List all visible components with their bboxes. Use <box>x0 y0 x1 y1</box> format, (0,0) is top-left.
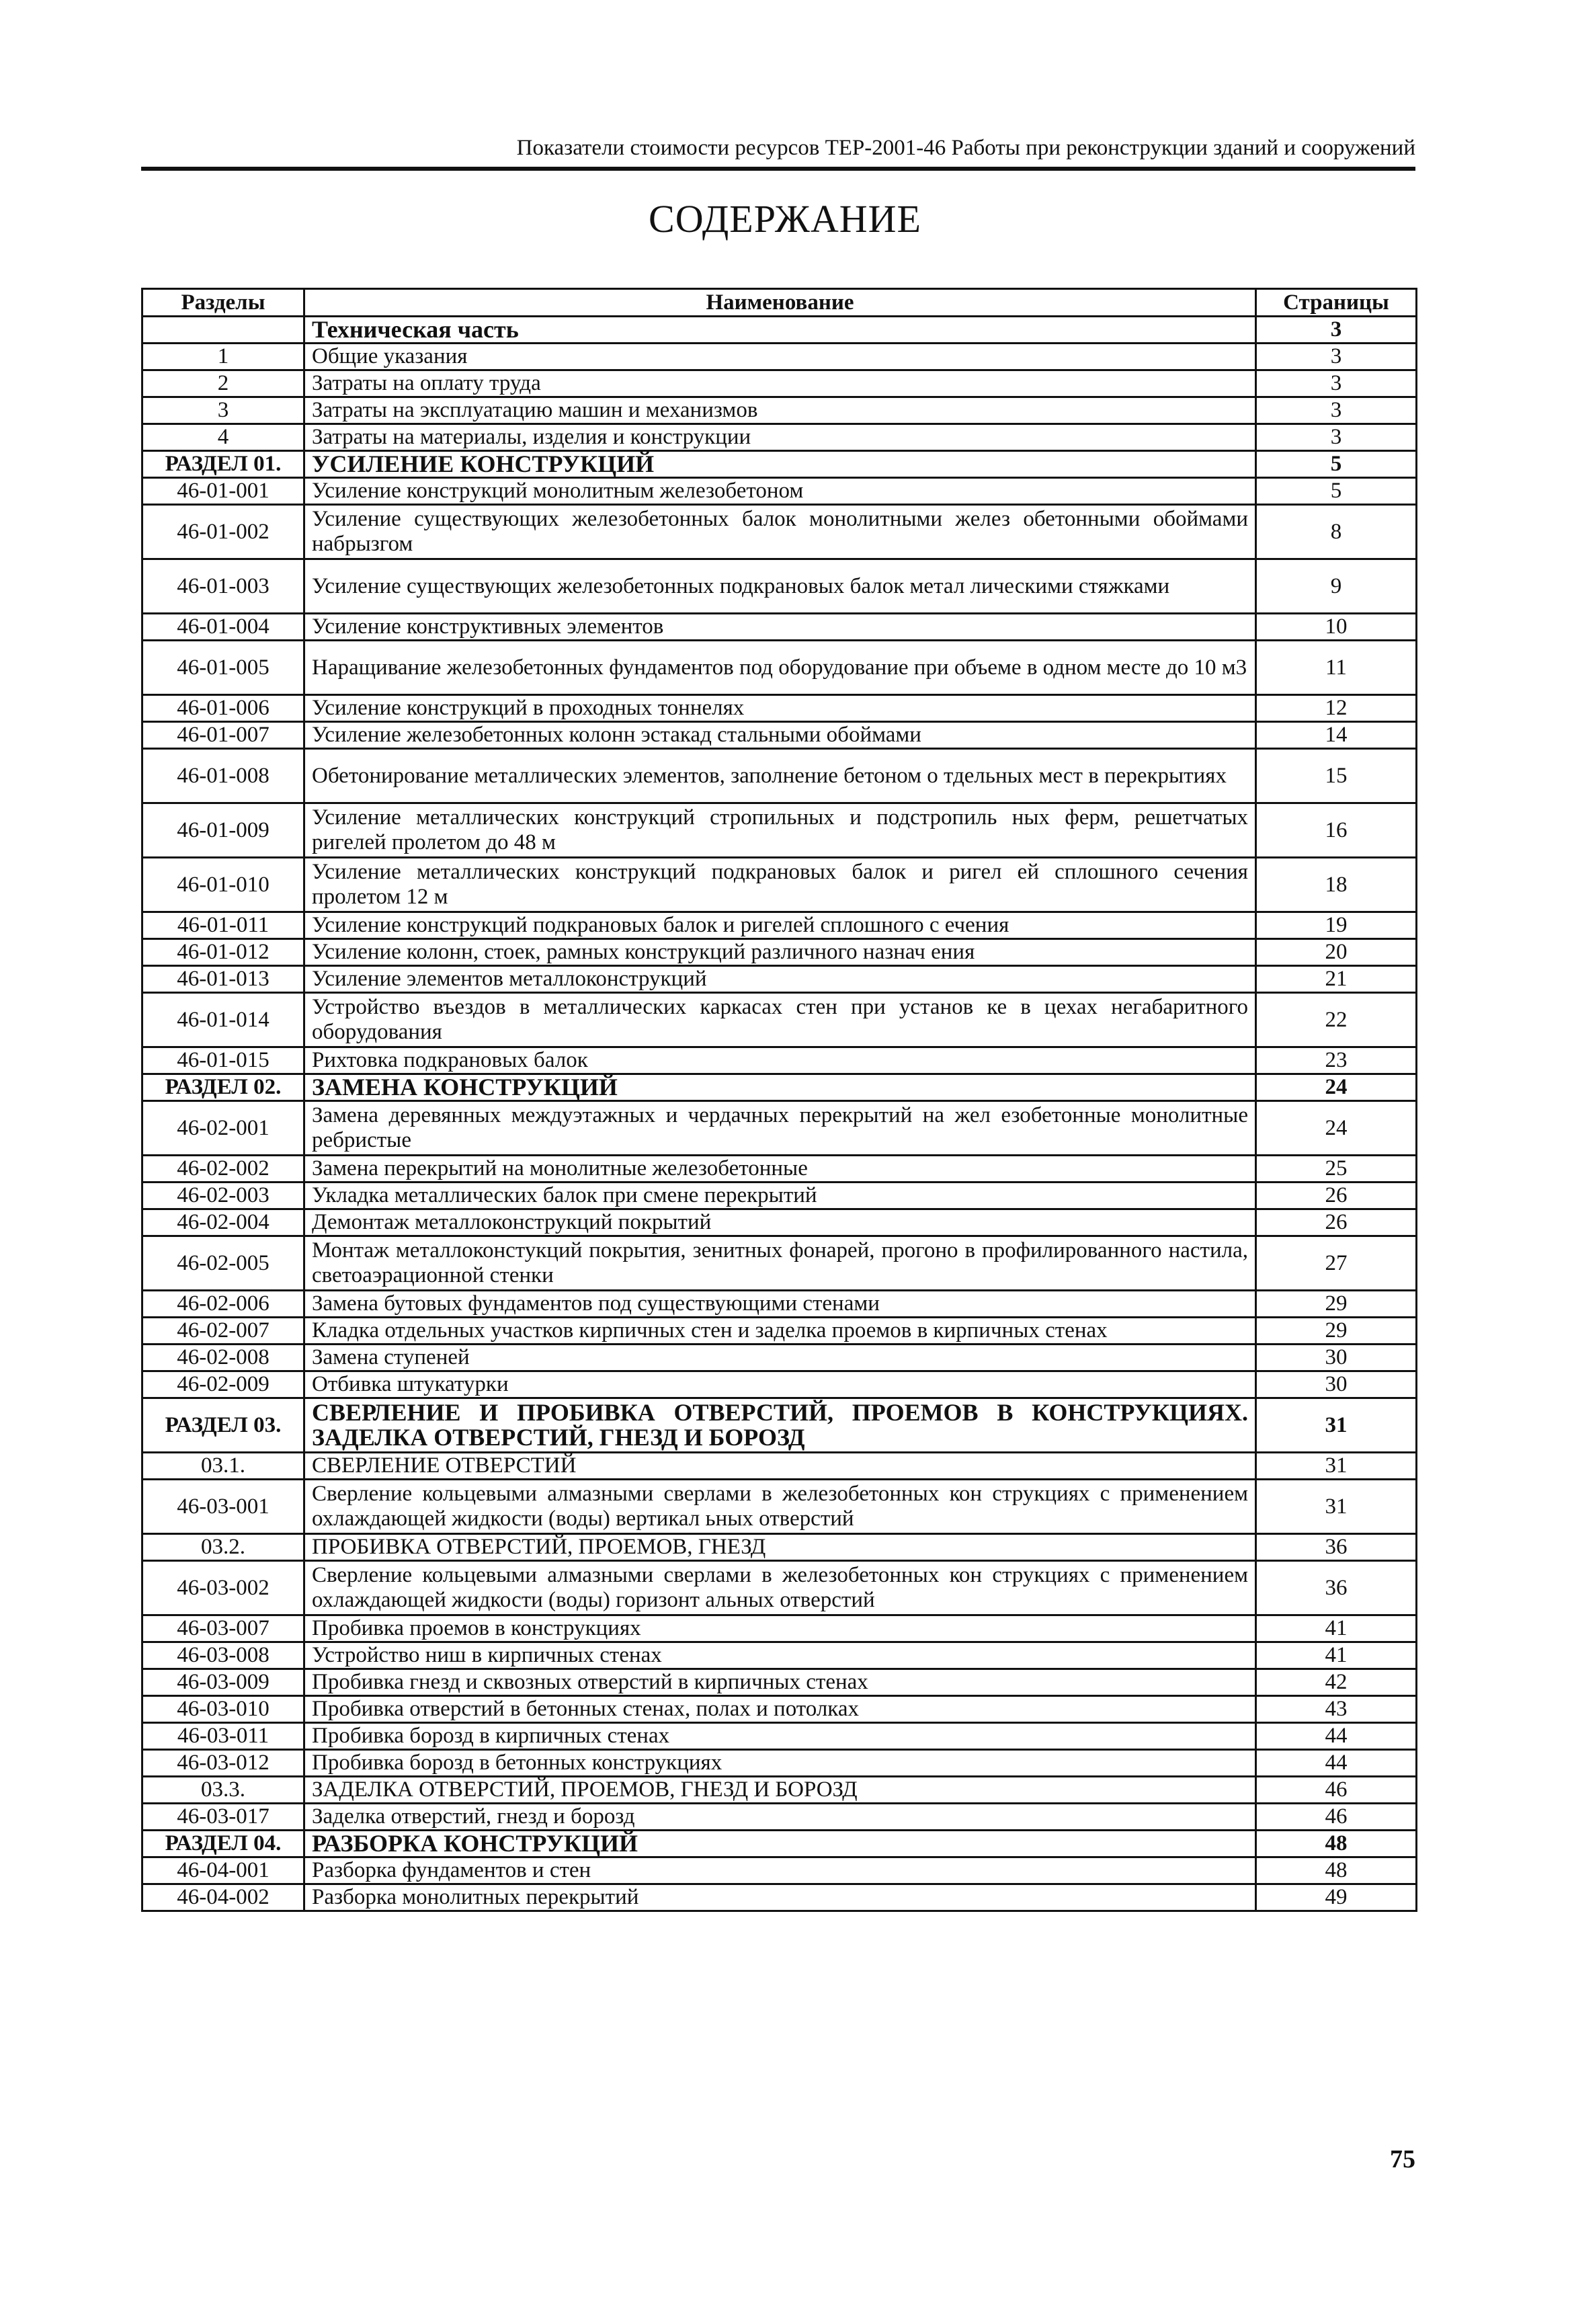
row-name: ЗАМЕНА КОНСТРУКЦИЙ <box>304 1074 1256 1101</box>
row-page: 8 <box>1256 505 1417 559</box>
row-page: 9 <box>1256 559 1417 614</box>
row-code: 2 <box>142 370 304 397</box>
row-name: Разборка фундаментов и стен <box>304 1857 1256 1884</box>
row-name: Обетонирование металлических элементов, заполнение бетоном о тдельных мест в перекрытиях <box>304 749 1256 803</box>
row-code: 46-01-015 <box>142 1047 304 1074</box>
table-row <box>142 695 1417 722</box>
row-page: 30 <box>1256 1345 1417 1371</box>
row-name: Устройство въездов в металлических каркасах стен при установ ке в цехах негабаритного оборудования <box>304 993 1256 1047</box>
table-row <box>142 1236 1417 1291</box>
row-name: Пробивка борозд в кирпичных стенах <box>304 1723 1256 1750</box>
column-header-sections: Разделы <box>142 289 304 317</box>
row-name: Затраты на эксплуатацию машин и механизмов <box>304 397 1256 424</box>
row-code: 46-01-012 <box>142 939 304 966</box>
row-name: Усиление металлических конструкций подкрановых балок и ригел ей сплошного сечения пролетом 12 м <box>304 858 1256 912</box>
row-code: 46-01-006 <box>142 695 304 722</box>
running-header: Показатели стоимости ресурсов ТЕР-2001-46 Работы при реконструкции зданий и сооружений <box>516 136 1415 160</box>
table-row <box>142 1884 1417 1911</box>
row-code: 46-01-002 <box>142 505 304 559</box>
row-page: 11 <box>1256 641 1417 695</box>
table-row <box>142 1101 1417 1156</box>
row-page: 10 <box>1256 614 1417 641</box>
row-page: 44 <box>1256 1723 1417 1750</box>
row-code: 46-03-008 <box>142 1642 304 1669</box>
row-code: 46-04-001 <box>142 1857 304 1884</box>
table-row <box>142 858 1417 912</box>
row-code: 46-03-002 <box>142 1561 304 1615</box>
row-code: 46-01-013 <box>142 966 304 993</box>
table-row <box>142 1371 1417 1398</box>
row-name: Замена деревянных междуэтажных и чердачных перекрытий на жел езобетонные монолитные ребристые <box>304 1101 1256 1156</box>
row-code: 46-02-004 <box>142 1209 304 1236</box>
row-code: 46-03-017 <box>142 1804 304 1831</box>
row-page: 18 <box>1256 858 1417 912</box>
row-name: Затраты на материалы, изделия и конструкции <box>304 424 1256 451</box>
table-row <box>142 344 1417 370</box>
table-row <box>142 1857 1417 1884</box>
row-page: 5 <box>1256 451 1417 478</box>
row-page: 29 <box>1256 1318 1417 1345</box>
table-row <box>142 1318 1417 1345</box>
row-name: Усиление конструкций подкрановых балок и ригелей сплошного с ечения <box>304 912 1256 939</box>
page-title: СОДЕРЖАНИЕ <box>649 197 921 241</box>
row-page: 3 <box>1256 344 1417 370</box>
row-name: ПРОБИВКА ОТВЕРСТИЙ, ПРОЕМОВ, ГНЕЗД <box>304 1534 1256 1561</box>
row-code: РАЗДЕЛ 04. <box>142 1831 304 1857</box>
table-row <box>142 1723 1417 1750</box>
row-code: 46-02-008 <box>142 1345 304 1371</box>
row-code: РАЗДЕЛ 03. <box>142 1398 304 1453</box>
row-page: 36 <box>1256 1534 1417 1561</box>
row-name: Пробивка гнезд и сквозных отверстий в кирпичных стенах <box>304 1669 1256 1696</box>
row-name: Усиление конструктивных элементов <box>304 614 1256 641</box>
table-row <box>142 1183 1417 1209</box>
row-page: 20 <box>1256 939 1417 966</box>
row-name: Монтаж металлоконстукций покрытия, зенитных фонарей, прогоно в профилированного настила, светоаэрационной стенки <box>304 1236 1256 1291</box>
row-page: 16 <box>1256 803 1417 858</box>
row-code: 46-01-008 <box>142 749 304 803</box>
row-name: Наращивание железобетонных фундаментов под оборудование при объеме в одном месте до 10 м3 <box>304 641 1256 695</box>
row-page: 22 <box>1256 993 1417 1047</box>
row-code: 46-02-005 <box>142 1236 304 1291</box>
row-page: 30 <box>1256 1371 1417 1398</box>
row-name: Усиление конструкций монолитным железобетоном <box>304 478 1256 505</box>
row-page: 26 <box>1256 1209 1417 1236</box>
row-code: 46-01-009 <box>142 803 304 858</box>
section-row <box>142 317 1417 344</box>
row-code: 46-02-003 <box>142 1183 304 1209</box>
table-row <box>142 803 1417 858</box>
table-row <box>142 1480 1417 1534</box>
table-row <box>142 966 1417 993</box>
row-page: 31 <box>1256 1480 1417 1534</box>
table-row <box>142 1804 1417 1831</box>
row-page: 15 <box>1256 749 1417 803</box>
row-name: Сверление кольцевыми алмазными сверлами в железобетонных кон струкциях с применением охлаждающей жидкости (воды) горизонт альных отверстий <box>304 1561 1256 1615</box>
table-row <box>142 1561 1417 1615</box>
row-name: Заделка отверстий, гнезд и борозд <box>304 1804 1256 1831</box>
table-row <box>142 370 1417 397</box>
row-page: 27 <box>1256 1236 1417 1291</box>
row-code: 46-01-003 <box>142 559 304 614</box>
column-header-pages: Страницы <box>1256 289 1417 317</box>
table-header-row <box>142 289 1417 317</box>
table-row <box>142 1291 1417 1318</box>
row-page: 24 <box>1256 1074 1417 1101</box>
row-name: Кладка отдельных участков кирпичных стен и заделка проемов в кирпичных стенах <box>304 1318 1256 1345</box>
row-name: Сверление кольцевыми алмазными сверлами в железобетонных кон струкциях с применением охлаждающей жидкости (воды) вертикал ьных отверстий <box>304 1480 1256 1534</box>
row-name: Пробивка проемов в конструкциях <box>304 1615 1256 1642</box>
row-code: 1 <box>142 344 304 370</box>
table-row <box>142 722 1417 749</box>
row-code: 46-01-010 <box>142 858 304 912</box>
row-page: 31 <box>1256 1398 1417 1453</box>
column-header-name: Наименование <box>304 289 1256 317</box>
row-page: 41 <box>1256 1615 1417 1642</box>
row-page: 24 <box>1256 1101 1417 1156</box>
row-name: ЗАДЕЛКА ОТВЕРСТИЙ, ПРОЕМОВ, ГНЕЗД И БОРОЗД <box>304 1777 1256 1804</box>
row-code: 03.2. <box>142 1534 304 1561</box>
row-name: Рихтовка подкрановых балок <box>304 1047 1256 1074</box>
row-page: 12 <box>1256 695 1417 722</box>
row-page: 26 <box>1256 1183 1417 1209</box>
row-name: СВЕРЛЕНИЕ ОТВЕРСТИЙ <box>304 1453 1256 1480</box>
row-name: Демонтаж металлоконструкций покрытий <box>304 1209 1256 1236</box>
row-name: УСИЛЕНИЕ КОНСТРУКЦИЙ <box>304 451 1256 478</box>
table-row <box>142 1696 1417 1723</box>
row-code: 46-01-001 <box>142 478 304 505</box>
table-row <box>142 1642 1417 1669</box>
row-code: 46-03-001 <box>142 1480 304 1534</box>
row-code: 46-02-007 <box>142 1318 304 1345</box>
row-code: 46-02-001 <box>142 1101 304 1156</box>
row-page: 36 <box>1256 1561 1417 1615</box>
row-name: Замена перекрытий на монолитные железобетонные <box>304 1156 1256 1183</box>
row-code: 03.3. <box>142 1777 304 1804</box>
table-row <box>142 749 1417 803</box>
row-name: Усиление элементов металлоконструкций <box>304 966 1256 993</box>
contents-table <box>141 288 1417 1912</box>
table-row <box>142 559 1417 614</box>
row-code: РАЗДЕЛ 02. <box>142 1074 304 1101</box>
row-name: Усиление колонн, стоек, рамных конструкций различного назнач ения <box>304 939 1256 966</box>
header-rule <box>141 167 1415 171</box>
table-row <box>142 1209 1417 1236</box>
row-name: Замена ступеней <box>304 1345 1256 1371</box>
row-name: Усиление железобетонных колонн эстакад стальными обоймами <box>304 722 1256 749</box>
row-page: 14 <box>1256 722 1417 749</box>
row-name: Усиление конструкций в проходных тоннелях <box>304 695 1256 722</box>
row-page: 46 <box>1256 1804 1417 1831</box>
table-row <box>142 1750 1417 1777</box>
row-code: 46-02-002 <box>142 1156 304 1183</box>
row-name: Усиление существующих железобетонных подкрановых балок метал лическими стяжками <box>304 559 1256 614</box>
row-page: 48 <box>1256 1831 1417 1857</box>
section-row <box>142 1831 1417 1857</box>
row-page: 23 <box>1256 1047 1417 1074</box>
row-code: 46-03-007 <box>142 1615 304 1642</box>
section-row <box>142 451 1417 478</box>
row-name: Отбивка штукатурки <box>304 1371 1256 1398</box>
table-row <box>142 1615 1417 1642</box>
row-code: 46-01-007 <box>142 722 304 749</box>
row-code: 46-02-009 <box>142 1371 304 1398</box>
row-code: РАЗДЕЛ 01. <box>142 451 304 478</box>
row-code <box>142 317 304 344</box>
row-page: 25 <box>1256 1156 1417 1183</box>
row-name: СВЕРЛЕНИЕ И ПРОБИВКА ОТВЕРСТИЙ, ПРОЕМОВ В КОНСТРУКЦИЯХ. ЗАДЕЛКА ОТВЕРСТИЙ, ГНЕЗД И БОРОЗД <box>304 1398 1256 1453</box>
table-row <box>142 1156 1417 1183</box>
row-code: 46-01-014 <box>142 993 304 1047</box>
row-code: 46-03-011 <box>142 1723 304 1750</box>
row-page: 19 <box>1256 912 1417 939</box>
row-code: 46-03-010 <box>142 1696 304 1723</box>
row-page: 31 <box>1256 1453 1417 1480</box>
table-row <box>142 641 1417 695</box>
row-name: Разборка монолитных перекрытий <box>304 1884 1256 1911</box>
table-row <box>142 505 1417 559</box>
table-row <box>142 478 1417 505</box>
row-page: 42 <box>1256 1669 1417 1696</box>
row-page: 3 <box>1256 317 1417 344</box>
row-page: 44 <box>1256 1750 1417 1777</box>
row-name: Общие указания <box>304 344 1256 370</box>
row-page: 29 <box>1256 1291 1417 1318</box>
row-name: Пробивка отверстий в бетонных стенах, полах и потолках <box>304 1696 1256 1723</box>
row-code: 3 <box>142 397 304 424</box>
table-row <box>142 614 1417 641</box>
row-name: Затраты на оплату труда <box>304 370 1256 397</box>
row-page: 21 <box>1256 966 1417 993</box>
table-row <box>142 1047 1417 1074</box>
table-row <box>142 993 1417 1047</box>
section-row <box>142 1398 1417 1453</box>
contents-table-body <box>142 317 1417 1911</box>
row-code: 46-04-002 <box>142 1884 304 1911</box>
table-row <box>142 424 1417 451</box>
row-page: 3 <box>1256 370 1417 397</box>
row-code: 03.1. <box>142 1453 304 1480</box>
row-name: Усиление металлических конструкций стропильных и подстропиль ных ферм, решетчатых ригелей пролетом до 48 м <box>304 803 1256 858</box>
row-name: Устройство ниш в кирпичных стенах <box>304 1642 1256 1669</box>
row-page: 3 <box>1256 397 1417 424</box>
row-name: Укладка металлических балок при смене перекрытий <box>304 1183 1256 1209</box>
row-page: 46 <box>1256 1777 1417 1804</box>
row-name: Техническая часть <box>304 317 1256 344</box>
row-page: 3 <box>1256 424 1417 451</box>
table-row <box>142 939 1417 966</box>
row-code: 46-02-006 <box>142 1291 304 1318</box>
row-code: 46-03-009 <box>142 1669 304 1696</box>
row-page: 49 <box>1256 1884 1417 1911</box>
row-code: 46-03-012 <box>142 1750 304 1777</box>
row-code: 46-01-004 <box>142 614 304 641</box>
table-row <box>142 1777 1417 1804</box>
table-row <box>142 1669 1417 1696</box>
row-name: Замена бутовых фундаментов под существующими стенами <box>304 1291 1256 1318</box>
table-row <box>142 1534 1417 1561</box>
row-name: РАЗБОРКА КОНСТРУКЦИЙ <box>304 1831 1256 1857</box>
row-code: 4 <box>142 424 304 451</box>
table-row <box>142 1345 1417 1371</box>
row-name: Усиление существующих железобетонных балок монолитными желез обетонными обоймами набрызгом <box>304 505 1256 559</box>
row-page: 48 <box>1256 1857 1417 1884</box>
table-row <box>142 1453 1417 1480</box>
row-name: Пробивка борозд в бетонных конструкциях <box>304 1750 1256 1777</box>
row-code: 46-01-005 <box>142 641 304 695</box>
row-page: 43 <box>1256 1696 1417 1723</box>
row-page: 41 <box>1256 1642 1417 1669</box>
table-row <box>142 912 1417 939</box>
page-number: 75 <box>1390 2145 1415 2173</box>
section-row <box>142 1074 1417 1101</box>
row-code: 46-01-011 <box>142 912 304 939</box>
table-row <box>142 397 1417 424</box>
row-page: 5 <box>1256 478 1417 505</box>
